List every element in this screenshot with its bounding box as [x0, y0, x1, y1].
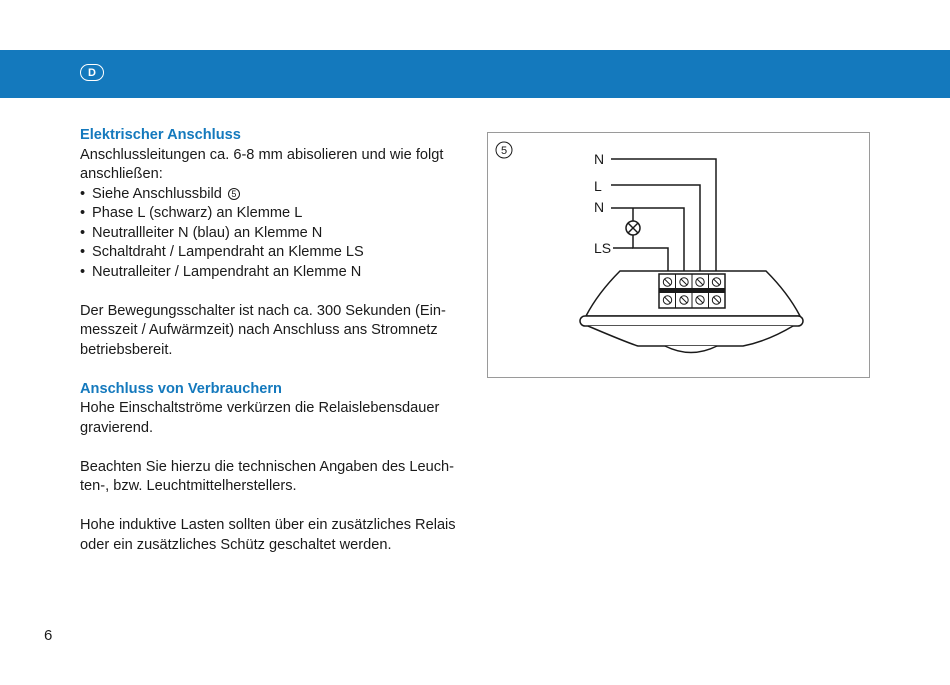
language-badge: D [80, 64, 104, 81]
connection-bullet-list [80, 185, 463, 283]
label-n-top: N [594, 151, 605, 167]
manufacturer-line-1: Beachten Sie hierzu die technischen Angaben des Leuch- [80, 458, 455, 475]
warmup-line-3: betriebsbereit. [80, 341, 173, 358]
warmup-line-2: messzeit / Aufwärmzeit) nach Anschluss ans Stromnetz [80, 322, 438, 338]
bullet-item: • Schaltdraht / Lampendraht an Klemme LS [80, 243, 463, 263]
wire-n-mid [611, 208, 684, 277]
heading-load-connection: Anschluss von Verbrauchern [80, 380, 282, 397]
figure-number: 5 [500, 145, 508, 157]
relay-line-1: Hohe Einschaltströme verkürzen die Relaislebensdauer [80, 400, 440, 416]
label-ls: LS [594, 240, 612, 256]
relay-line-2: gravierend. [80, 419, 154, 436]
figure-ref-circle: 5 [228, 188, 240, 200]
intro-line-1: Anschlussleitungen ca. 6-8 mm abisolieren und wie folgt [80, 146, 444, 163]
warmup-line-1: Der Bewegungsschalter ist nach ca. 300 Sekunden (Ein- [80, 302, 446, 319]
wires [611, 159, 716, 277]
label-n-mid: N [594, 199, 605, 215]
header-band [0, 50, 950, 98]
bullet-item: • Neutrallleiter N (blau) an Klemme N [80, 224, 463, 244]
manufacturer-line-2: ten-, bzw. Leuchtmittelherstellers. [80, 478, 297, 494]
bullet-item: • Siehe Anschlussbild 5 [80, 185, 463, 205]
page-number: 6 [44, 627, 53, 644]
bullet-item: • Neutralleiter / Lampendraht an Klemme N [80, 263, 463, 283]
bullet-item: • Phase L (schwarz) an Klemme L [80, 204, 463, 224]
intro-line-2: anschließen: [80, 166, 163, 182]
text-column [80, 126, 463, 555]
wire-l [611, 185, 700, 277]
wiring-diagram [488, 133, 871, 379]
lamp-icon [626, 221, 640, 235]
wiring-diagram-figure [487, 132, 870, 378]
label-l: L [594, 178, 602, 194]
heading-electrical-connection: Elektrischer Anschluss [80, 127, 241, 143]
inductive-line-1: Hohe induktive Lasten sollten über ein zusätzliches Relais [80, 517, 456, 533]
inductive-line-2: oder ein zusätzliches Schütz geschaltet werden. [80, 536, 392, 553]
